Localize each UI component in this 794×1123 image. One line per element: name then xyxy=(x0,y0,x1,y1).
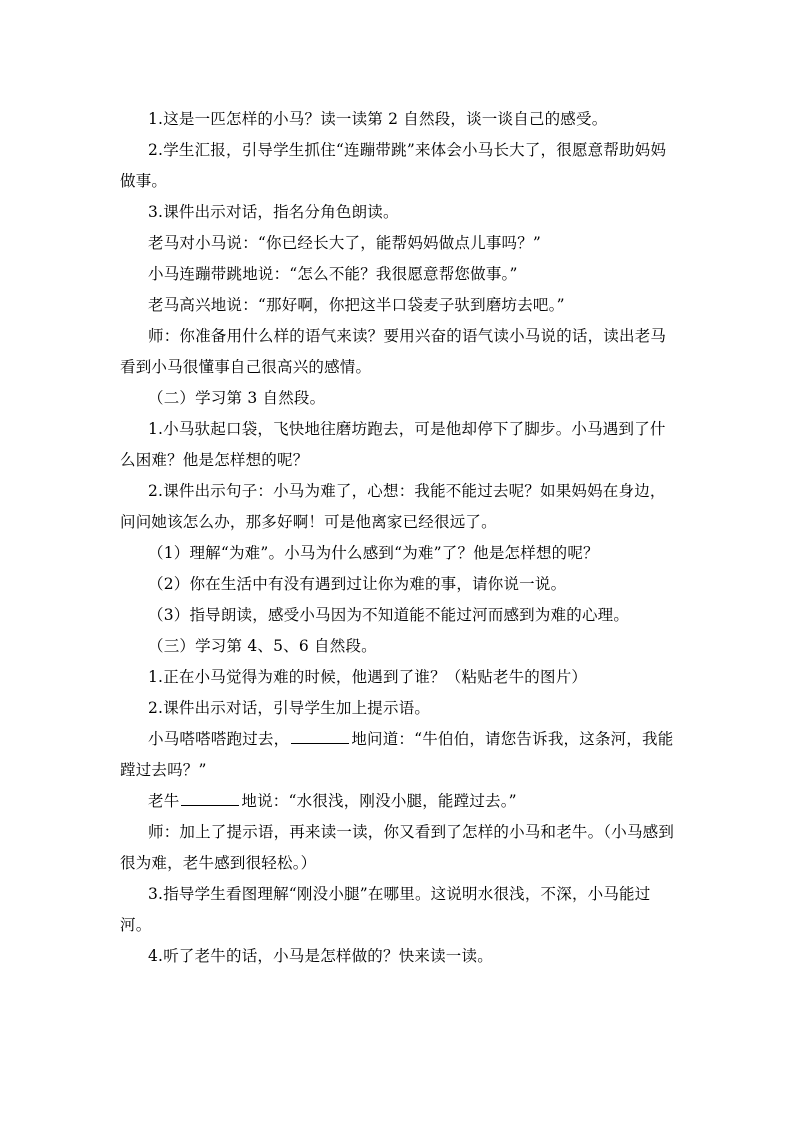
paragraph: 1.这是一匹怎样的小马？读一读第 2 自然段，谈一谈自己的感受。 xyxy=(148,110,608,128)
text-segment: 地问道：“牛伯伯，请您告诉我，这条河，我能蹚过去吗？” xyxy=(120,730,674,779)
paragraph: 1.小马驮起口袋，飞快地往磨坊跑去，可是他却停下了脚步。小马遇到了什么困难？他是怎样想的呢？ xyxy=(120,420,666,469)
paragraph: 1.正在小马觉得为难的时候，他遇到了谁？（粘贴老牛的图片） xyxy=(148,668,588,686)
text-segment: 老牛 xyxy=(148,792,180,810)
text-segment: 地说：“水很浅，刚没小腿，能蹚过去。” xyxy=(241,792,517,810)
paragraph-with-blank xyxy=(120,724,678,786)
paragraph: 2.课件出示句子：小马为难了，心想：我能不能过去呢？如果妈妈在身边，问问她该怎么办，那多好啊！可是他离家已经很远了。 xyxy=(120,482,666,531)
section-heading: （三）学习第 4、5、6 自然段。 xyxy=(148,637,377,655)
fill-in-blank xyxy=(291,729,349,744)
paragraph: 3.指导学生看图理解“刚没小腿”在哪里。这说明水很浅，不深，小马能过河。 xyxy=(120,885,651,934)
section-heading: （二）学习第 3 自然段。 xyxy=(148,389,326,407)
paragraph: 3.课件出示对话，指名分角色朗读。 xyxy=(148,203,399,221)
paragraph: 师：你准备用什么样的语气来读？要用兴奋的语气读小马说的话，读出老马看到小马很懂事自己很高兴的感情。 xyxy=(120,327,667,376)
paragraph: 老马高兴地说：“那好啊，你把这半口袋麦子驮到磨坊去吧。” xyxy=(148,296,565,314)
paragraph: 2.课件出示对话，引导学生加上提示语。 xyxy=(148,699,431,717)
paragraph: 2.学生汇报，引导学生抓住“连蹦带跳”来体会小马长大了，很愿意帮助妈妈做事。 xyxy=(120,141,667,190)
paragraph: 师：加上了提示语，再来读一读，你又看到了怎样的小马和老牛。（小马感到很为难，老牛感到很轻松。） xyxy=(120,823,675,872)
paragraph: （1）理解“为难”。小马为什么感到“为难”了？他是怎样想的呢？ xyxy=(148,544,599,562)
paragraph-with-blank xyxy=(120,786,678,817)
paragraph: （3）指导朗读，感受小马因为不知道能不能过河而感到为难的心理。 xyxy=(148,606,630,624)
paragraph: （2）你在生活中有没有遇到过让你为难的事，请你说一说。 xyxy=(148,575,567,593)
document-body xyxy=(120,104,678,972)
paragraph: 老马对小马说：“你已经长大了，能帮妈妈做点儿事吗？” xyxy=(148,234,542,252)
paragraph: 4.听了老牛的话，小马是怎样做的？快来读一读。 xyxy=(148,947,493,965)
fill-in-blank xyxy=(181,791,239,806)
paragraph: 小马连蹦带跳地说：“怎么不能？我很愿意帮您做事。” xyxy=(148,265,518,283)
text-segment: 小马嗒嗒嗒跑过去， xyxy=(148,730,290,748)
